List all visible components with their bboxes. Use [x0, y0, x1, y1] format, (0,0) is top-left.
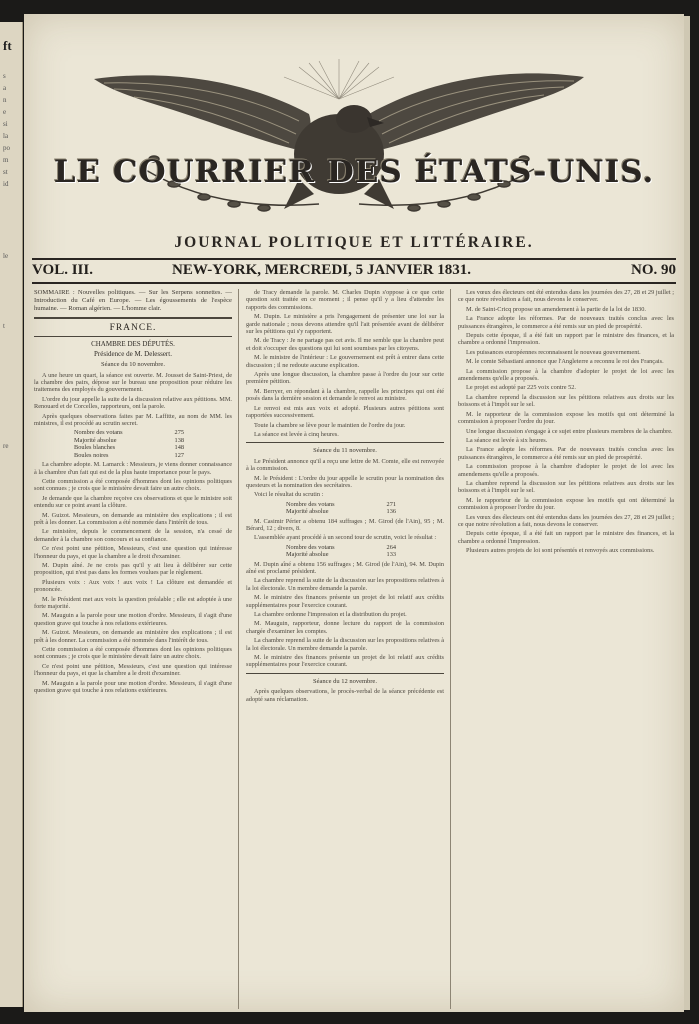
- article-paragraph: Les vœux des électeurs ont été entendus dans les journées des 27, 28 et 29 juillet ; ce que notre révolution a fait, nous devons le conserver.: [458, 289, 674, 304]
- column-divider: [450, 289, 451, 1009]
- vote-tally: [286, 501, 444, 516]
- vote-value: 136: [386, 508, 396, 516]
- article-paragraph: La chambre reprend la discussion sur les pétitions relatives aux droits sur les boissons et à l'impôt sur le sel.: [458, 479, 674, 495]
- article-paragraph: Le Président annonce qu'il a reçu une lettre de M. Comte, elle est renvoyée à la commission.: [246, 457, 444, 473]
- article-paragraph: La France adopte les réformes. Par de nouveaux traités conclus avec les puissances étrangères, le commerce a été remis sur un pied de prospérité.: [458, 446, 674, 461]
- vote-label: Majorité absolue: [74, 436, 117, 444]
- article-paragraph: A une heure un quart, la séance est ouverte. M. Jousset de Saint-Priest, de la chambre des pairs, dépose sur le bureau une proposition pour réduire les traitemens des employés du gouvernement.: [34, 371, 232, 394]
- place-date: NEW-YORK, MERCREDI, 5 JANVIER 1831.: [172, 262, 472, 278]
- article-paragraph: M. Dupin. Le ministère a pris l'engagement de présenter une loi sur la garde nationale ; nous devons attendre qu'il l'ait présentée avant de délibérer sur les pétitions qui s'y rapportent.: [246, 313, 444, 336]
- article-paragraph: La commission propose à la chambre d'adopter le projet de loi avec les amendemens qu'elle a proposés.: [458, 463, 674, 478]
- article-paragraph: M. Berryer, en répondant à la chambre, rappelle les principes qui ont été posés dans la dernière session et demande le renvoi au ministre.: [246, 387, 444, 403]
- vote-value: 133: [386, 551, 396, 559]
- article-paragraph: Le projet est adopté par 225 voix contre 52.: [466, 384, 576, 392]
- article-paragraph: M. Guizot. Messieurs, on demande au ministère des explications ; il est prêt à les donner. La commission a été nommée dans l'intérêt de tous.: [34, 511, 232, 526]
- column-2: [246, 289, 444, 1009]
- sitting-heading: Séance du 12 novembre.: [313, 677, 377, 685]
- sitting-heading: Séance du 10 novembre.: [101, 361, 165, 369]
- prev-page-fragment: le: [3, 252, 9, 260]
- prev-page-fragment: si: [3, 120, 8, 128]
- chamber-heading: CHAMBRE DES DÉPUTÉS.: [91, 340, 175, 349]
- article-paragraph: Depuis cette époque, il a été fait un rapport par le ministre des finances, et la chambre a ordonné l'impression.: [458, 530, 674, 545]
- vote-label: Nombre des votans: [286, 543, 335, 551]
- article-paragraph: M. Mauguin, rapporteur, donne lecture du rapport de la commission chargée d'examiner les comptes.: [246, 620, 444, 635]
- article-paragraph: L'assemblée ayant procédé à un second tour de scrutin, voici le résultat :: [254, 534, 437, 542]
- vote-row: [74, 444, 184, 451]
- article-paragraph: Ce n'est point une pétition, Messieurs, c'est une question qui intéresse l'honneur du pays, et que la chambre a le droit d'examiner.: [34, 662, 232, 678]
- article-paragraph: Cette commission a été composée d'hommes dont les opinions politiques sont connues ; je crois que le ministère devait faire un autre choix.: [34, 646, 232, 661]
- article-paragraph: La France adopte les réformes. Par de nouveaux traités conclus avec les puissances étrangères, le commerce a été remis sur un pied de prospérité.: [458, 315, 674, 330]
- prev-page-fragment: st: [3, 168, 8, 176]
- article-paragraph: M. Casimir Périer a obtenu 184 suffrages ; M. Girod (de l'Ain), 95 ; M. Bérard, 12 ; divers, 8.: [246, 517, 444, 532]
- article-paragraph: de Tracy demande la parole. M. Charles Dupin s'oppose à ce que cette question soit traitée en ce moment ; il pense qu'il y a lieu d'attendre les rapports des commissions.: [246, 289, 444, 311]
- previous-page-edge: [0, 22, 23, 1007]
- divider: [34, 336, 232, 337]
- article-paragraph: M. le ministre de l'intérieur : Le gouvernement est prêt à entrer dans cette discussion ; il ne redoute aucune explication.: [246, 354, 444, 369]
- vote-row: [286, 501, 396, 508]
- masthead-rule: [32, 258, 676, 260]
- sitting-heading: Séance du 11 novembre.: [313, 447, 377, 455]
- article-paragraph: M. le ministre des finances présente un projet de loi relatif aux crédits supplémentaires pour l'exercice courant.: [246, 654, 444, 669]
- article-paragraph: M. le Président : L'ordre du jour appelle le scrutin pour la nomination des questeurs et la nomination des secrétaires.: [246, 474, 444, 489]
- article-paragraph: Plusieurs autres projets de loi sont présentés et renvoyés aux commissions.: [466, 547, 655, 555]
- article-paragraph: M. Guizot. Messieurs, on demande au ministère des explications ; il est prêt à les donner. La commission a été nommée dans l'intérêt de tous.: [34, 629, 232, 644]
- prev-page-fragment: m: [3, 156, 9, 164]
- article-paragraph: Après une longue discussion, la chambre passe à l'ordre du jour sur cette première pétition.: [246, 371, 444, 386]
- column-3: [458, 289, 674, 1009]
- prev-page-fragment: e: [3, 108, 7, 116]
- article-paragraph: La commission propose à la chambre d'adopter le projet de loi avec les amendemens qu'elle a proposés.: [458, 367, 674, 383]
- article-paragraph: M. le Président met aux voix la question préalable ; elle est adoptée à une forte majorité.: [34, 595, 232, 610]
- divider: [246, 442, 444, 443]
- article-paragraph: La chambre reprend la discussion sur les pétitions relatives aux droits sur les boissons et à l'impôt sur le sel.: [458, 393, 674, 409]
- section-heading: FRANCE.: [109, 323, 157, 333]
- vote-value: 127: [174, 451, 184, 459]
- article-paragraph: La chambre reprend la suite de la discussion sur les propositions relatives à la loi électorale. Un membre demande la parole.: [246, 577, 444, 592]
- article-paragraph: M. le rapporteur de la commission expose les motifs qui ont déterminé la commission à proposer l'ordre du jour.: [458, 496, 674, 512]
- article-paragraph: Je demande que la chambre reçoive ces observations et que le ministre soit entendu sur ce point avant la clôture.: [34, 494, 232, 510]
- article-paragraph: Ce n'est point une pétition, Messieurs, c'est une question qui intéresse l'honneur du pays, et que la chambre a le droit d'examiner.: [34, 545, 232, 560]
- prev-page-fragment: n: [3, 96, 7, 104]
- vote-tally: [74, 429, 232, 459]
- masthead-title: LE COURRIER DES ÉTATS-UNIS.: [53, 154, 655, 190]
- article-paragraph: Après quelques observations, le procès-verbal de la séance précédente est adopté sans réclamation.: [246, 688, 444, 703]
- prev-page-fragment: ft: [3, 38, 12, 53]
- prev-page-fragment: re: [3, 442, 9, 450]
- article-paragraph: Depuis cette époque, il a été fait un rapport par le ministre des finances, et la chambre a ordonné l'impression.: [458, 332, 674, 347]
- vote-value: 271: [386, 500, 396, 508]
- eagle-engraving: [84, 59, 594, 229]
- article-paragraph: La séance est levée à cinq heures.: [254, 430, 339, 438]
- prev-page-fragment: t: [3, 322, 5, 330]
- vote-row: [74, 429, 184, 436]
- vote-label: Boules noires: [74, 451, 109, 459]
- vote-row: [286, 544, 396, 551]
- volume-label: VOL. III.: [32, 262, 93, 278]
- prev-page-fragment: id: [3, 180, 9, 188]
- column-divider: [238, 289, 239, 1009]
- prev-page-fragment: s: [3, 72, 6, 80]
- article-paragraph: M. Mauguin a la parole pour une motion d'ordre. Messieurs, il s'agit d'une question grave qui touche à nos relations extérieures.: [34, 679, 232, 695]
- article-paragraph: Cette commission a été composée d'hommes dont les opinions politiques sont connues ; je crois que le ministère devait faire un autre choix.: [34, 477, 232, 493]
- article-paragraph: Voici le résultat du scrutin :: [254, 491, 324, 499]
- vote-row: [286, 508, 396, 515]
- article-paragraph: Après quelques observations faites par M. Laffitte, au nom de MM. les ministres, il est procédé au scrutin secret.: [34, 412, 232, 428]
- article-paragraph: M. le comte Sébastiani annonce que l'Angleterre a reconnu le roi des Français.: [466, 358, 664, 366]
- article-paragraph: Toute la chambre se lève pour le maintien de l'ordre du jour.: [254, 421, 406, 429]
- vote-value: 275: [174, 429, 184, 437]
- dateline-rule: [32, 282, 676, 284]
- divider: [34, 317, 232, 319]
- divider: [246, 673, 444, 674]
- newspaper-page: [24, 14, 684, 1012]
- article-paragraph: Les vœux des électeurs ont été entendus dans les journées des 27, 28 et 29 juillet ; ce que notre révolution a fait, nous devons le conserver.: [458, 513, 674, 528]
- article-paragraph: Le ministère, depuis le commencement de la session, n'a cessé de demander à la chambre son concours et sa confiance.: [34, 528, 232, 543]
- masthead-subtitle: JOURNAL POLITIQUE ET LITTÉRAIRE.: [174, 234, 534, 251]
- vote-label: Nombre des votans: [74, 429, 123, 437]
- article-paragraph: La séance est levée à six heures.: [466, 436, 548, 444]
- article-paragraph: L'ordre du jour appelle la suite de la discussion relative aux pétitions. MM. Renouard et de Corcelles, rapporteurs, ont la parole.: [34, 395, 232, 411]
- presidence-line: Présidence de M. Delessert.: [94, 349, 172, 358]
- vote-label: Majorité absolue: [286, 508, 329, 516]
- column-1: [34, 289, 232, 1009]
- article-paragraph: M. Mauguin a la parole pour une motion d'ordre. Messieurs, il s'agit d'une question grave qui touche à nos relations extérieures.: [34, 612, 232, 627]
- article-paragraph: La chambre ordonne l'impression et la distribution du projet.: [254, 611, 407, 619]
- issue-number: NO. 90: [631, 262, 676, 278]
- vote-value: 264: [386, 543, 396, 551]
- vote-value: 138: [174, 436, 184, 444]
- summary: SOMMAIRE : Nouvelles politiques. — Sur les Serpens sonnettes. — Introduction du Café en Europe. — Les égoussements de l'espèce humaine. — Roman algérien. — L'homme clair.: [34, 289, 232, 312]
- article-paragraph: Le renvoi est mis aux voix et adopté. Plusieurs autres pétitions sont rapportées successivement.: [246, 404, 444, 420]
- article-paragraph: M. de Saint-Cricq propose un amendement à la partie de la loi de 1830.: [466, 305, 646, 313]
- vote-label: Boules blanches: [74, 444, 116, 452]
- vote-row: [74, 452, 184, 459]
- prev-page-fragment: a: [3, 84, 7, 92]
- vote-label: Majorité absolue: [286, 551, 329, 559]
- article-paragraph: La chambre reprend la suite de la discussion sur les propositions relatives à la loi électorale. Un membre demande la parole.: [246, 637, 444, 652]
- dateline: [32, 262, 676, 284]
- vote-value: 148: [174, 444, 184, 452]
- vote-row: [74, 437, 184, 444]
- article-paragraph: M. Dupin aîné. Je ne crois pas qu'il y ait lieu à délibérer sur cette proposition, qui n'est pas dans les formes voulues par le règlement.: [34, 561, 232, 577]
- article-paragraph: M. le rapporteur de la commission expose les motifs qui ont déterminé la commission à proposer l'ordre du jour.: [458, 410, 674, 426]
- prev-page-fragment: po: [3, 144, 10, 152]
- prev-page-fragment: la: [3, 132, 9, 140]
- article-paragraph: Les puissances européennes reconnaissent le nouveau gouvernement.: [466, 348, 641, 356]
- article-paragraph: La chambre adopte. M. Lamarck : Messieurs, je viens donner connaissance à la chambre d'un fait qui est de la plus haute importance pour le pays.: [34, 461, 232, 476]
- page-edge: [684, 16, 690, 1010]
- article-paragraph: Plusieurs voix : Aux voix ! aux voix ! La clôture est demandée et prononcée.: [34, 578, 232, 594]
- article-paragraph: M. le ministre des finances présente un projet de loi relatif aux crédits supplémentaires pour l'exercice courant.: [246, 594, 444, 609]
- vote-label: Nombre des votans: [286, 500, 335, 508]
- article-paragraph: M. Dupin aîné a obtenu 156 suffrages ; M. Girod (de l'Ain), 94. M. Dupin aîné est proclamé président.: [246, 560, 444, 575]
- article-paragraph: Une longue discussion s'engage à ce sujet entre plusieurs membres de la chambre.: [466, 427, 673, 435]
- vote-tally: [286, 544, 444, 559]
- article-paragraph: M. de Tracy : Je ne partage pas cet avis. Il me semble que la chambre peut et doit s'occuper des questions qui lui sont soumises par les citoyens.: [246, 337, 444, 352]
- vote-row: [286, 551, 396, 558]
